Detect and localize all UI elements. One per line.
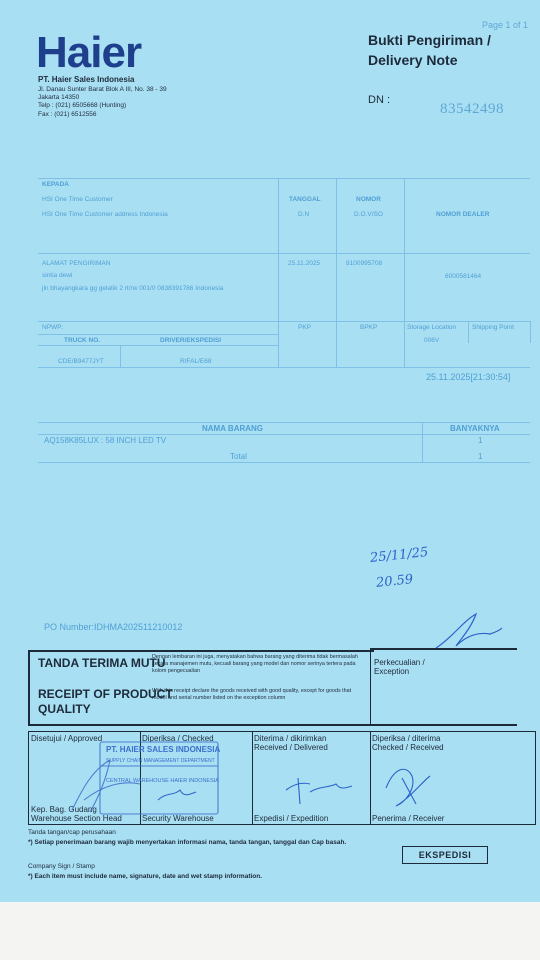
item-name: AQ158K85LUX : 58 INCH LED TV: [44, 436, 167, 445]
customer-name: HSI One Time Customer: [42, 196, 113, 203]
truck-no-label: TRUCK NO.: [64, 337, 101, 344]
dn-label: DN :: [368, 94, 390, 106]
total-qty: 1: [478, 452, 483, 461]
nomor-sub: D.O.V/SO: [354, 211, 383, 218]
dn-date: 25.11.2025: [288, 260, 321, 267]
table-rule: [38, 345, 278, 346]
receipt-title-en: RECEIPT OF PRODUCT: [38, 687, 173, 701]
page-number: Page 1 of 1: [482, 20, 529, 30]
exception-label: Perkecualian / Exception: [374, 658, 425, 676]
npwp-label: NPWP:: [42, 324, 64, 331]
driver-name: RIFAL/E68: [180, 358, 212, 365]
table-rule: [38, 462, 530, 463]
table-divider: [468, 321, 469, 343]
pkp-label: PKP: [298, 324, 312, 331]
document-title-en: Delivery Note: [368, 52, 458, 68]
note-line-4: *) Each item must include name, signature, date and wet stamp information.: [28, 873, 263, 880]
company-address: [38, 86, 167, 119]
tanggal-label: TANGGAL: [289, 196, 321, 203]
nomor-label: NOMOR: [356, 196, 381, 203]
dealer-number: 6000581464: [445, 273, 482, 280]
dealer-label: NOMOR DEALER: [436, 211, 490, 218]
storage-value: 006V: [424, 337, 440, 344]
address-line: Jakarta 14350: [38, 94, 80, 102]
table-rule: [38, 253, 530, 254]
signature-bottom-label: Penerima / Receiver: [372, 814, 445, 823]
address-line: Jl. Danau Sunter Barat Blok A III, No. 38 - 39: [38, 86, 167, 93]
handwritten-time: 20.59: [375, 572, 414, 591]
table-divider: [120, 345, 121, 367]
signature-top-label: Diperiksa / diterima Checked / Received: [372, 734, 444, 752]
stamp-line-2: SUPPLY CHAIN MANAGEMENT DEPARTMENT: [106, 758, 215, 764]
receipt-title-en-2: QUALITY: [38, 702, 91, 716]
table-divider: [422, 422, 423, 462]
signature-bottom-label: Kep. Bag. Gudang Warehouse Section Head: [31, 805, 122, 823]
truck-no: CDE/B9477JYT: [58, 358, 104, 365]
address-line: Fax : (021) 6512556: [38, 110, 97, 118]
receipt-title-id: TANDA TERIMA MUTU: [38, 656, 166, 670]
tanggal-sub: D.N: [298, 211, 310, 218]
signature-bottom-label: Expedisi / Expedition: [254, 814, 329, 823]
warehouse-stamp: [62, 740, 222, 820]
table-rule: [38, 434, 530, 435]
customer-address: HSI One Time Customer address Indonesia: [42, 211, 168, 218]
driver-label: DRIVER/EKSPEDISI: [160, 337, 222, 344]
table-rule: [38, 178, 530, 179]
item-qty: 1: [478, 436, 483, 445]
signature-top-label: Diperiksa / Checked: [142, 734, 214, 743]
table-rule: [38, 422, 530, 423]
courier-signature-scribble: [280, 770, 360, 810]
signature-top-label: Disetujui / Approved: [31, 734, 103, 743]
table-rule: [38, 321, 530, 322]
total-label: Total: [230, 452, 247, 461]
handwritten-date: 25/11/25: [369, 544, 430, 567]
receipt-text-id: Dengan lembaran ini juga, menyatakan bahwa barang yang diterima tidak bermasalah secara manajemen mutu, kecuali barang yang model dan nomor serinya tertera pada kolom pengecualian: [152, 654, 358, 674]
address-line: Telp : (021) 6505668 (Hunting): [38, 102, 127, 110]
recipient-address: jln bhayangkara gg gelatik 2 rt/rw 001/0 0838391786 Indonesia: [42, 285, 224, 292]
receiver-signature-mark: [376, 758, 440, 814]
signature-bottom-label: Security Warehouse: [142, 814, 214, 823]
storage-location-label: Storage Location: [407, 324, 457, 331]
note-line-1: Tanda tangan/cap perusahaan: [28, 829, 116, 836]
table-rule: [38, 367, 530, 368]
receipt-text-en: With this receipt declare the goods received with good quality, except for goods that model and serial number listed on the exception column: [152, 688, 352, 701]
note-line-2: *) Setiap penerimaan barang wajib menyertakan informasi nama, tanda tangan, tanggal dan Cap basah.: [28, 839, 347, 846]
so-number: 8100995708: [346, 260, 383, 267]
table-divider: [336, 178, 337, 368]
items-header-name: NAMA BARANG: [202, 424, 264, 433]
table-divider: [278, 178, 279, 368]
bpkp-label: BPKP: [360, 324, 378, 331]
copy-label-ekspedisi: EKSPEDISI: [402, 846, 488, 864]
print-timestamp: 25.11.2025[21:30:54]: [426, 372, 511, 382]
table-divider: [404, 178, 405, 368]
stamp-line-3: CENTRAL WAREHOUSE HAIER INDONESIA: [106, 778, 219, 784]
recipient-name: sintia dewi: [42, 272, 73, 279]
items-header-qty: BANYAKNYA: [450, 424, 500, 433]
kepada-label: KEPADA: [42, 181, 69, 188]
po-number: PO Number:IDHMA202511210012: [44, 622, 183, 632]
dn-number: 83542498: [440, 101, 504, 117]
note-line-3: Company Sign / Stamp: [28, 863, 95, 870]
stamp-line-1: PT. HAIER SALES INDONESIA: [106, 745, 221, 754]
alamat-label: ALAMAT PENGIRIMAN: [42, 260, 111, 267]
table-divider: [530, 321, 531, 343]
table-rule: [38, 334, 278, 335]
signature-top-label: Diterima / dikirimkan Received / Delivered: [254, 734, 328, 752]
company-name: PT. Haier Sales Indonesia: [38, 75, 135, 84]
document-title: Bukti Pengiriman /: [368, 32, 491, 48]
haier-logo: Haier: [36, 28, 142, 77]
shipping-point-label: Shipping Point: [472, 324, 514, 331]
